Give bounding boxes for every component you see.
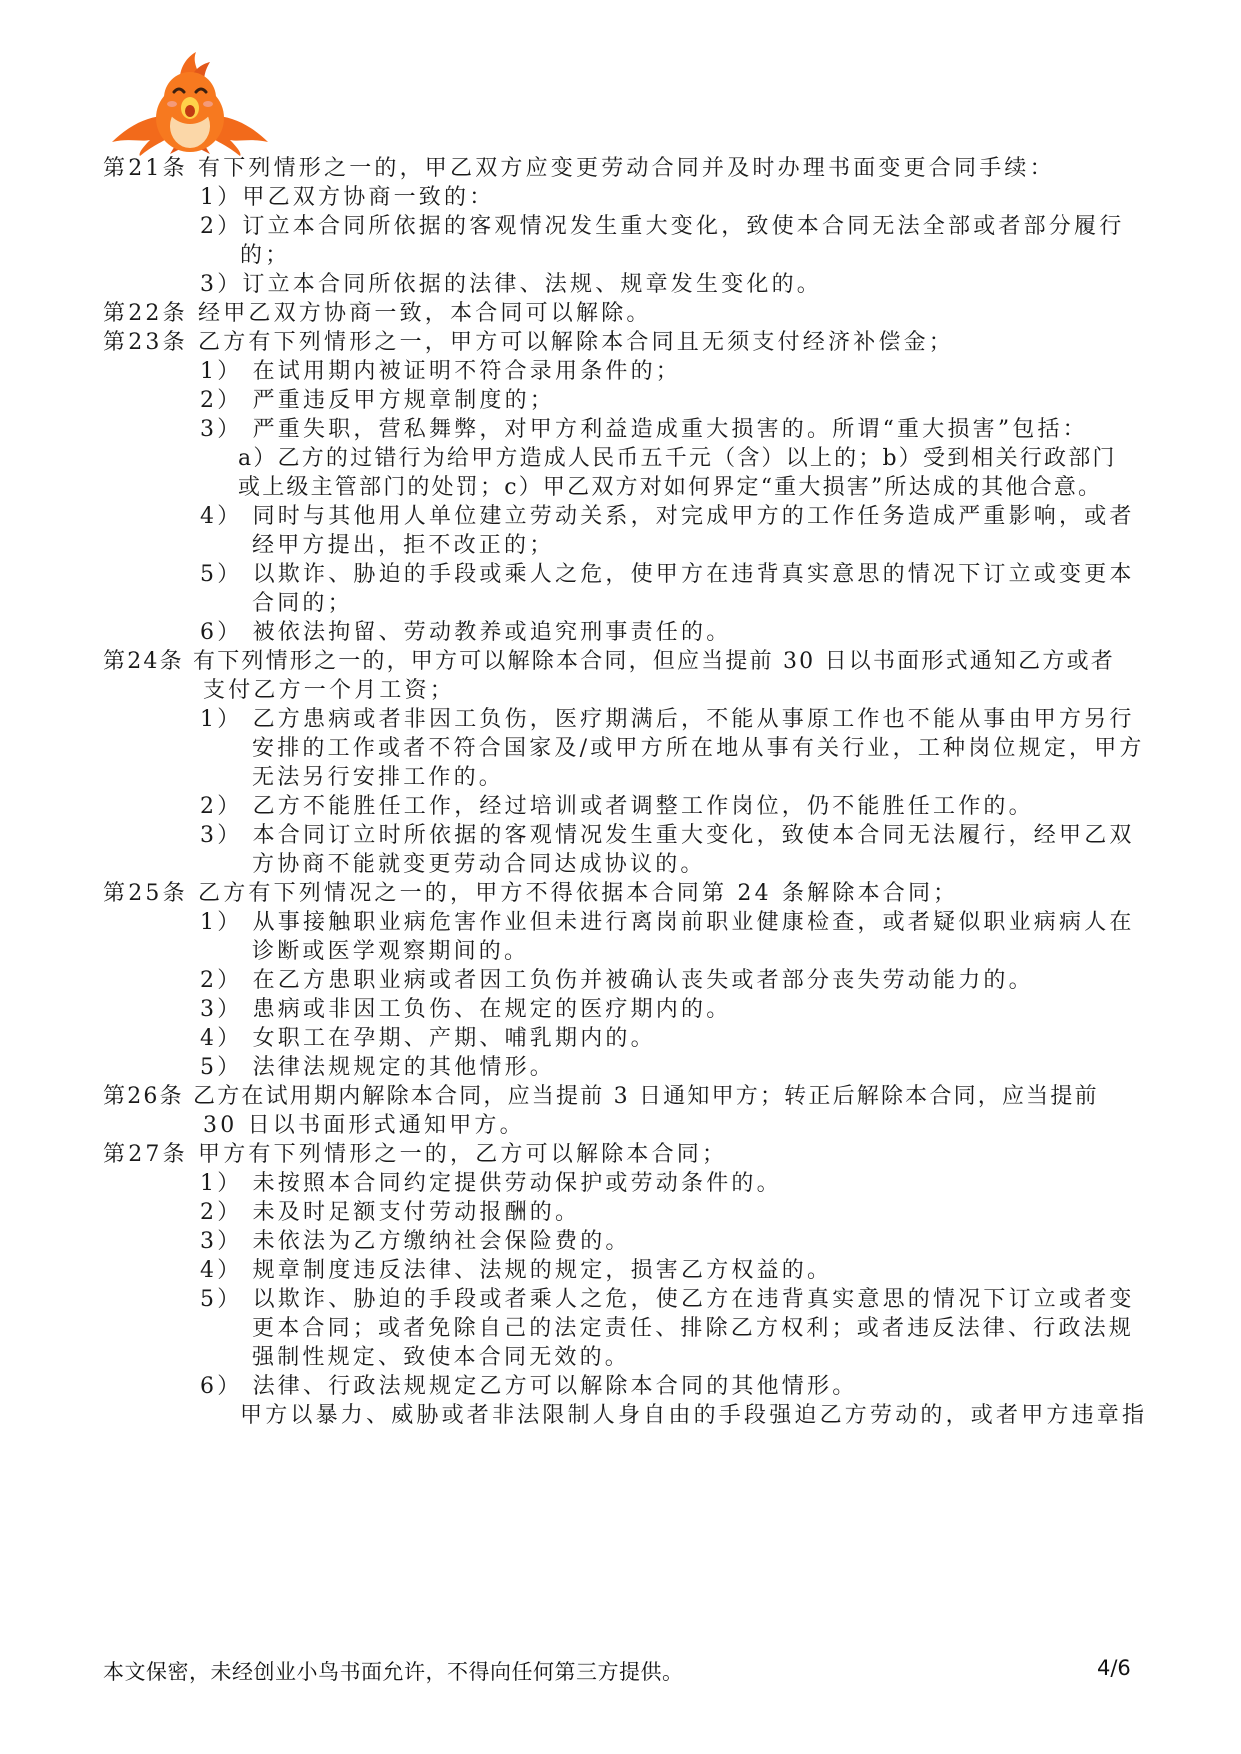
article-26-heading-cont: 30 日以书面形式通知甲方。 [203, 1113, 525, 1138]
article-23-item-3-detail-a: a）乙方的过错行为给甲方造成人民币五千元（含）以上的；b）受到相关行政部门 [238, 446, 1117, 471]
article-23-item-3-detail-b: 或上级主管部门的处罚；c）甲乙双方对如何界定“重大损害”所达成的其他合意。 [238, 475, 1103, 500]
article-24-item-3: 3） 本合同订立时所依据的客观情况发生重大变化，致使本合同无法履行，经甲乙双 [200, 823, 1135, 848]
article-23-item-4-cont: 经甲方提出，拒不改正的； [252, 533, 555, 558]
article-27-item-5-cont-b: 强制性规定、致使本合同无效的。 [252, 1345, 631, 1370]
article-27-closing-paragraph: 甲方以暴力、威胁或者非法限制人身自由的手段强迫乙方劳动的，或者甲方违章指 [240, 1403, 1148, 1428]
article-21-item-2: 2）订立本合同所依据的客观情况发生重大变化，致使本合同无法全部或者部分履行 [200, 214, 1125, 239]
bird-mascot-icon [110, 46, 270, 158]
article-27-heading: 第27条 甲方有下列情形之一的，乙方可以解除本合同； [103, 1142, 728, 1167]
article-23-heading: 第23条 乙方有下列情形之一，甲方可以解除本合同且无须支付经济补偿金； [103, 330, 954, 355]
article-27-item-3: 3） 未依法为乙方缴纳社会保险费的。 [200, 1229, 631, 1254]
article-21-item-3: 3）订立本合同所依据的法律、法规、规章发生变化的。 [200, 272, 822, 297]
article-25-item-4: 4） 女职工在孕期、产期、哺乳期内的。 [200, 1026, 656, 1051]
article-27-item-4: 4） 规章制度违反法律、法规的规定，损害乙方权益的。 [200, 1258, 833, 1283]
article-27-item-5: 5） 以欺诈、胁迫的手段或者乘人之危，使乙方在违背真实意思的情况下订立或者变 [200, 1287, 1135, 1312]
article-24-heading-cont: 支付乙方一个月工资； [203, 678, 456, 703]
article-25-item-1-cont: 诊断或医学观察期间的。 [252, 939, 530, 964]
article-25-item-2: 2） 在乙方患职业病或者因工负伤并被确认丧失或者部分丧失劳动能力的。 [200, 968, 1034, 993]
article-27-item-5-cont-a: 更本合同；或者免除自己的法定责任、排除乙方权利；或者违反法律、行政法规 [252, 1316, 1135, 1341]
article-24-item-2: 2） 乙方不能胜任工作，经过培训或者调整工作岗位，仍不能胜任工作的。 [200, 794, 1034, 819]
article-25-item-1: 1） 从事接触职业病危害作业但未进行离岗前职业健康检查，或者疑似职业病病人在 [200, 910, 1135, 935]
article-24-item-1-cont-b: 无法另行安排工作的。 [252, 765, 505, 790]
article-23-item-2: 2） 严重违反甲方规章制度的； [200, 388, 555, 413]
article-23-item-3: 3） 严重失职，营私舞弊，对甲方利益造成重大损害的。所谓“重大损害”包括： [200, 417, 1088, 442]
article-21-item-1: 1）甲乙双方协商一致的： [200, 185, 495, 210]
article-24-item-1: 1） 乙方患病或者非因工负伤，医疗期满后，不能从事原工作也不能从事由甲方另行 [200, 707, 1135, 732]
article-23-item-6: 6） 被依法拘留、劳动教养或追究刑事责任的。 [200, 620, 732, 645]
article-23-item-5-cont: 合同的； [252, 591, 353, 616]
article-25-item-5: 5） 法律法规规定的其他情形。 [200, 1055, 555, 1080]
article-23-item-5: 5） 以欺诈、胁迫的手段或乘人之危，使甲方在违背真实意思的情况下订立或变更本 [200, 562, 1135, 587]
article-24-heading: 第24条 有下列情形之一的，甲方可以解除本合同，但应当提前 30 日以书面形式通知乙方或者 [103, 649, 1115, 674]
article-27-item-6: 6） 法律、行政法规规定乙方可以解除本合同的其他情形。 [200, 1374, 858, 1399]
article-27-item-2: 2） 未及时足额支付劳动报酬的。 [200, 1200, 581, 1225]
article-27-item-1: 1） 未按照本合同约定提供劳动保护或劳动条件的。 [200, 1171, 782, 1196]
article-23-item-4: 4） 同时与其他用人单位建立劳动关系，对完成甲方的工作任务造成严重影响，或者 [200, 504, 1135, 529]
article-22-heading: 第22条 经甲乙双方协商一致，本合同可以解除。 [103, 301, 652, 326]
article-25-heading: 第25条 乙方有下列情况之一的，甲方不得依据本合同第 24 条解除本合同； [103, 881, 959, 906]
confidentiality-notice: 本文保密，未经创业小鸟书面允许，不得向任何第三方提供。 [103, 1660, 684, 1684]
article-26-heading: 第26条 乙方在试用期内解除本合同，应当提前 3 日通知甲方；转正后解除本合同，应当提前 [103, 1084, 1099, 1109]
article-24-item-3-cont: 方协商不能就变更劳动合同达成协议的。 [252, 852, 706, 877]
page-number: 4/6 [1097, 1656, 1131, 1680]
article-25-item-3: 3） 患病或非因工负伤、在规定的医疗期内的。 [200, 997, 732, 1022]
article-21-heading: 第21条 有下列情形之一的，甲乙双方应变更劳动合同并及时办理书面变更合同手续： [103, 156, 1055, 181]
article-24-item-1-cont-a: 安排的工作或者不符合国家及/或甲方所在地从事有关行业，工种岗位规定，甲方 [252, 736, 1145, 761]
article-21-item-2-cont: 的； [240, 243, 291, 268]
article-23-item-1: 1） 在试用期内被证明不符合录用条件的； [200, 359, 681, 384]
